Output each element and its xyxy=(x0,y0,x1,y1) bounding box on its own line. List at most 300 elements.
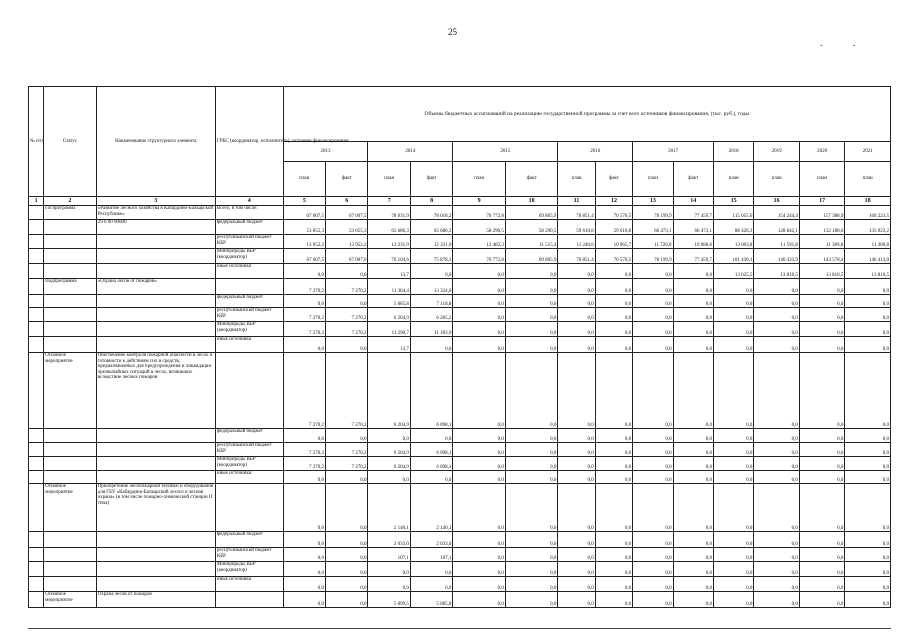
value-cell: 0,0 xyxy=(713,592,753,608)
row-no-cell xyxy=(29,235,44,249)
table-row xyxy=(29,264,891,279)
value-cell: 0,0 xyxy=(505,577,558,592)
value-cell: 0,0 xyxy=(410,577,452,592)
value-cell: 0,0 xyxy=(799,548,844,562)
status-cell: Основное мероприятие xyxy=(44,592,97,608)
element-name-cell: Охрана лесов от пожаров xyxy=(96,592,215,608)
value-cell: 0,0 xyxy=(633,457,673,471)
year-header: 2021 xyxy=(845,142,891,162)
value-cell: 0,0 xyxy=(633,484,673,532)
value-cell: 0,0 xyxy=(845,353,891,429)
value-cell: 0,0 xyxy=(326,471,368,484)
funding-source-cell xyxy=(215,484,283,532)
status-cell xyxy=(44,548,97,562)
value-cell: 13 810,5 xyxy=(799,264,844,279)
element-name-cell xyxy=(96,548,215,562)
value-cell: 0,0 xyxy=(754,337,799,353)
value-cell: 0,0 xyxy=(754,353,799,429)
value-cell: 0,0 xyxy=(754,471,799,484)
row-no-cell xyxy=(29,295,44,308)
row-no-cell xyxy=(29,457,44,471)
year-header: 2019 xyxy=(754,142,799,162)
value-cell: 78 199,9 xyxy=(633,206,673,220)
table-row xyxy=(29,471,891,484)
value-cell: 0,0 xyxy=(633,337,673,353)
funding-source-cell: федеральный бюджет xyxy=(215,429,283,443)
table-row xyxy=(29,308,891,322)
funding-source-cell: Минприроды КБР (координатор) xyxy=(215,249,283,264)
fact-header: факт xyxy=(673,162,713,197)
value-cell: 0,0 xyxy=(754,484,799,532)
year-header: 2020 xyxy=(799,142,844,162)
value-cell: 154 244,4 xyxy=(754,206,799,220)
element-name-cell xyxy=(96,308,215,322)
value-cell: 0,0 xyxy=(799,562,844,577)
value-cell: 0,0 xyxy=(595,429,632,443)
value-cell: 0,0 xyxy=(326,429,368,443)
table-row xyxy=(29,592,891,608)
value-cell: 7 270,2 xyxy=(326,322,368,337)
value-cell: 0,0 xyxy=(633,532,673,548)
value-cell: 0,0 xyxy=(754,457,799,471)
value-cell: 0,0 xyxy=(453,308,506,322)
value-cell: 0,0 xyxy=(410,429,452,443)
value-cell: 10 986,6 xyxy=(673,235,713,249)
value-cell: 0,0 xyxy=(673,308,713,322)
value-cell: 53 055,3 xyxy=(326,220,368,235)
value-cell: 11 183,9 xyxy=(410,322,452,337)
value-cell: 0,0 xyxy=(505,279,558,295)
value-cell: 69 805,9 xyxy=(505,249,558,264)
value-cell: 0,0 xyxy=(505,322,558,337)
value-cell: 13 003,8 xyxy=(713,235,753,249)
value-cell: 0,0 xyxy=(410,337,452,353)
column-number: 2 xyxy=(44,197,97,206)
value-cell: 70 772,8 xyxy=(453,206,506,220)
value-cell: 0,0 xyxy=(326,295,368,308)
value-cell: 65 686,3 xyxy=(410,220,452,235)
value-cell: 11 726,8 xyxy=(633,235,673,249)
value-cell: 0,0 xyxy=(595,562,632,577)
funding-source-cell: иные источники xyxy=(215,577,283,592)
value-cell: 0,0 xyxy=(713,337,753,353)
fact-header: факт xyxy=(410,162,452,197)
element-name-cell xyxy=(96,249,215,264)
row-no-cell xyxy=(29,592,44,608)
value-cell: 78 018,2 xyxy=(410,206,452,220)
value-cell: 6 204,9 xyxy=(368,443,410,457)
table-row xyxy=(29,562,891,577)
value-cell: 0,0 xyxy=(673,443,713,457)
value-cell: 0,0 xyxy=(326,548,368,562)
value-cell: 0,0 xyxy=(673,577,713,592)
plan-header: план xyxy=(633,162,673,197)
page-number: 25 xyxy=(448,27,457,37)
value-cell: 0,0 xyxy=(453,353,506,429)
value-cell: 0,0 xyxy=(453,548,506,562)
value-cell: 0,0 xyxy=(713,562,753,577)
status-cell xyxy=(44,295,97,308)
table-row xyxy=(29,577,891,592)
value-cell: 0,0 xyxy=(283,548,325,562)
value-cell: 0,0 xyxy=(673,471,713,484)
value-cell: 0,0 xyxy=(633,471,673,484)
header-element-name: Наименование структурного элемента xyxy=(96,87,215,197)
column-number: 1 xyxy=(29,197,44,206)
value-cell: 0,0 xyxy=(595,337,632,353)
value-cell: 0,0 xyxy=(326,264,368,279)
column-number: 9 xyxy=(453,197,506,206)
value-cell: 10 965,7 xyxy=(595,235,632,249)
value-cell: 7 270,2 xyxy=(283,322,325,337)
value-cell: 7 118,8 xyxy=(410,295,452,308)
row-no-cell xyxy=(29,443,44,457)
column-number: 5 xyxy=(283,197,325,206)
year-header: 2016 xyxy=(558,142,633,162)
value-cell: 0,0 xyxy=(633,295,673,308)
value-cell: 0,0 xyxy=(673,353,713,429)
value-cell: 5 099,5 xyxy=(368,592,410,608)
value-cell: 0,0 xyxy=(633,577,673,592)
element-name-cell xyxy=(96,295,215,308)
row-no-cell xyxy=(29,471,44,484)
value-cell: 0,0 xyxy=(410,562,452,577)
value-cell: 67 007,6 xyxy=(326,249,368,264)
value-cell: 0,0 xyxy=(453,577,506,592)
value-cell: 0,0 xyxy=(283,471,325,484)
value-cell: 69 805,9 xyxy=(505,206,558,220)
value-cell: 0,0 xyxy=(845,322,891,337)
element-name-cell xyxy=(96,577,215,592)
value-cell: 0,0 xyxy=(633,308,673,322)
value-cell: 0,0 xyxy=(283,592,325,608)
value-cell: 0,0 xyxy=(845,295,891,308)
funding-source-cell: федеральный бюджет xyxy=(215,295,283,308)
bottom-rule xyxy=(28,628,891,629)
plan-header: план xyxy=(283,162,325,197)
table-row xyxy=(29,249,891,264)
value-cell: 140 433,9 xyxy=(754,249,799,264)
value-cell: 12 331,9 xyxy=(368,235,410,249)
status-cell xyxy=(44,337,97,353)
fact-header: факт xyxy=(595,162,632,197)
value-cell: 13,7 xyxy=(368,337,410,353)
funding-source-cell: республиканский бюджет КБР xyxy=(215,548,283,562)
value-cell: 0,0 xyxy=(673,295,713,308)
row-no-cell xyxy=(29,249,44,264)
value-cell: 0,0 xyxy=(558,548,595,562)
year-header: 2013 xyxy=(283,142,368,162)
value-cell: 0,0 xyxy=(410,471,452,484)
value-cell: 13 324,0 xyxy=(410,279,452,295)
table-row xyxy=(29,429,891,443)
value-cell: 0,0 xyxy=(283,295,325,308)
value-cell: 0,0 xyxy=(453,279,506,295)
value-cell: 58 290,5 xyxy=(453,220,506,235)
value-cell: 0,0 xyxy=(453,457,506,471)
row-no-cell xyxy=(29,548,44,562)
value-cell: 0,0 xyxy=(713,429,753,443)
value-cell: 0,0 xyxy=(754,548,799,562)
funding-source-cell xyxy=(215,592,283,608)
value-cell: 5 085,8 xyxy=(368,295,410,308)
funding-source-cell: Минприроды КБР (координатор) xyxy=(215,457,283,471)
value-cell: 0,0 xyxy=(505,264,558,279)
value-cell: 0,0 xyxy=(713,279,753,295)
value-cell: 70 772,8 xyxy=(453,249,506,264)
value-cell: 0,0 xyxy=(713,457,753,471)
table-row xyxy=(29,295,891,308)
funding-source-cell: республиканский бюджет КБР xyxy=(215,235,283,249)
status-cell xyxy=(44,443,97,457)
value-cell: 0,0 xyxy=(845,532,891,548)
value-cell: 0,0 xyxy=(326,577,368,592)
value-cell: 70 576,5 xyxy=(595,249,632,264)
value-cell: 2 033,0 xyxy=(368,532,410,548)
element-name-cell: Обеспечение контроля пожарной опасности в лесах и готовности к действиям сил и средств, предназначенных для предупреждения и ликвидации чрезвычайных ситуаций в лесах, возникших вследствие лесных пожаров xyxy=(96,353,215,429)
value-cell: 59 610,8 xyxy=(595,220,632,235)
column-number: 12 xyxy=(595,197,632,206)
value-cell: 12 331,9 xyxy=(410,235,452,249)
value-cell: 7 270,2 xyxy=(326,279,368,295)
table-row xyxy=(29,353,891,429)
value-cell: 0,0 xyxy=(754,443,799,457)
value-cell: 7 270,2 xyxy=(283,279,325,295)
value-cell: 0,0 xyxy=(283,562,325,577)
value-cell: 65 686,3 xyxy=(368,220,410,235)
value-cell: 0,0 xyxy=(505,548,558,562)
value-cell: 0,0 xyxy=(368,577,410,592)
table-row xyxy=(29,457,891,471)
value-cell: 115 055,6 xyxy=(713,206,753,220)
value-cell: 58 290,5 xyxy=(505,220,558,235)
column-number: 7 xyxy=(368,197,410,206)
value-cell: 0,0 xyxy=(754,295,799,308)
value-cell: 0,0 xyxy=(558,484,595,532)
status-cell: Госпрограмма xyxy=(44,206,97,220)
element-name-cell: Приобретение лесопожарной техники и оборудования для ГБУ «Кабардино-Балкарский лесхоз и лесная охрана» (в том числе пожарно-химической станции II типа) xyxy=(96,484,215,532)
value-cell: 0,0 xyxy=(505,295,558,308)
value-cell: 70 851,4 xyxy=(558,249,595,264)
value-cell: 0,0 xyxy=(453,337,506,353)
value-cell: 0,0 xyxy=(673,592,713,608)
value-cell: 78 031,9 xyxy=(368,206,410,220)
value-cell: 7 270,2 xyxy=(283,353,325,429)
year-header: 2017 xyxy=(633,142,714,162)
value-cell: 6 098,1 xyxy=(410,457,452,471)
value-cell: 0,0 xyxy=(505,443,558,457)
column-number: 4 xyxy=(215,197,283,206)
value-cell: 0,0 xyxy=(713,532,753,548)
value-cell: 0,0 xyxy=(799,429,844,443)
value-cell: 0,0 xyxy=(595,471,632,484)
table-row xyxy=(29,443,891,457)
plan-header: план xyxy=(713,162,753,197)
plan-header: план xyxy=(368,162,410,197)
value-cell: 107,1 xyxy=(368,548,410,562)
value-cell: 128 842,1 xyxy=(754,220,799,235)
value-cell: 11 240,6 xyxy=(558,235,595,249)
status-cell: Основное мероприятие xyxy=(44,484,97,532)
value-cell: 0,0 xyxy=(595,279,632,295)
value-cell: 0,0 xyxy=(713,484,753,532)
value-cell: 0,0 xyxy=(845,279,891,295)
value-cell: 0,0 xyxy=(799,457,844,471)
value-cell: 0,0 xyxy=(283,532,325,548)
table-row xyxy=(29,548,891,562)
status-cell: Подпрограмма xyxy=(44,279,97,295)
value-cell: 0,0 xyxy=(754,592,799,608)
value-cell: 157 388,9 xyxy=(799,206,844,220)
value-cell: 0,0 xyxy=(845,577,891,592)
value-cell: 0,0 xyxy=(505,484,558,532)
value-cell: 0,0 xyxy=(595,264,632,279)
value-cell: 7 270,2 xyxy=(283,443,325,457)
value-cell: 13,7 xyxy=(368,264,410,279)
value-cell: 0,0 xyxy=(453,443,506,457)
value-cell: 0,0 xyxy=(754,577,799,592)
value-cell: 53 055,3 xyxy=(283,220,325,235)
value-cell: 0,0 xyxy=(799,295,844,308)
element-name-cell xyxy=(96,443,215,457)
funding-source-cell: федеральный бюджет xyxy=(215,532,283,548)
row-no-cell xyxy=(29,279,44,295)
row-no-cell xyxy=(29,577,44,592)
value-cell: 0,0 xyxy=(453,484,506,532)
value-cell: 0,0 xyxy=(713,577,753,592)
header-volumes: Объемы бюджетных ассигнований на реализацию государственной программы за счет всех источников финансирования, (тыс. руб.), годы xyxy=(283,87,890,142)
value-cell: 0,0 xyxy=(713,548,753,562)
table-row xyxy=(29,337,891,353)
value-cell: 0,0 xyxy=(713,353,753,429)
element-name-cell xyxy=(96,429,215,443)
value-cell: 0,0 xyxy=(799,308,844,322)
column-number: 14 xyxy=(673,197,713,206)
status-cell xyxy=(44,308,97,322)
value-cell: 0,0 xyxy=(505,592,558,608)
value-cell: 67 007,5 xyxy=(326,206,368,220)
value-cell: 0,0 xyxy=(595,295,632,308)
funding-source-cell: Всего, в том числе: xyxy=(215,206,283,220)
value-cell: 0,0 xyxy=(326,337,368,353)
table-body xyxy=(29,206,891,608)
value-cell: 0,0 xyxy=(505,562,558,577)
value-cell: 0,0 xyxy=(673,548,713,562)
value-cell: 0,0 xyxy=(326,562,368,577)
column-number: 11 xyxy=(558,197,595,206)
value-cell: 0,0 xyxy=(595,484,632,532)
value-cell: 0,0 xyxy=(754,322,799,337)
value-cell: 13 810,5 xyxy=(845,264,891,279)
value-cell: 135 023,2 xyxy=(845,220,891,235)
value-cell: 88 426,3 xyxy=(713,220,753,235)
value-cell: 6 098,1 xyxy=(410,443,452,457)
header-status: Статус xyxy=(44,87,97,197)
value-cell: 0,0 xyxy=(673,264,713,279)
value-cell: 0,0 xyxy=(558,295,595,308)
element-name-cell xyxy=(96,457,215,471)
value-cell: 0,0 xyxy=(713,295,753,308)
value-cell: 0,0 xyxy=(673,532,713,548)
value-cell: 6 098,1 xyxy=(410,353,452,429)
value-cell: 6 204,9 xyxy=(368,308,410,322)
value-cell: 2 033,0 xyxy=(410,532,452,548)
value-cell: 0,0 xyxy=(558,532,595,548)
value-cell: 0,0 xyxy=(673,457,713,471)
value-cell: 0,0 xyxy=(633,443,673,457)
value-cell: 0,0 xyxy=(799,484,844,532)
value-cell: 66 473,1 xyxy=(633,220,673,235)
column-number: 8 xyxy=(410,197,452,206)
value-cell: 0,0 xyxy=(558,457,595,471)
value-cell: 0,0 xyxy=(558,577,595,592)
value-cell: 2 140,1 xyxy=(410,484,452,532)
value-cell: 0,0 xyxy=(283,577,325,592)
funding-source-cell: республиканский бюджет КБР xyxy=(215,308,283,322)
value-cell: 101 430,1 xyxy=(713,249,753,264)
value-cell: 0,0 xyxy=(505,337,558,353)
value-cell: 0,0 xyxy=(673,337,713,353)
table-row xyxy=(29,235,891,249)
value-cell: 11 290,7 xyxy=(368,322,410,337)
value-cell: 0,0 xyxy=(558,471,595,484)
value-cell: 0,0 xyxy=(754,279,799,295)
value-cell: 11 515,4 xyxy=(505,235,558,249)
column-number: 10 xyxy=(505,197,558,206)
plan-header: план xyxy=(453,162,506,197)
column-number: 6 xyxy=(326,197,368,206)
value-cell: 0,0 xyxy=(633,279,673,295)
row-no-cell xyxy=(29,264,44,279)
status-cell xyxy=(44,429,97,443)
value-cell: 0,0 xyxy=(673,322,713,337)
value-cell: 0,0 xyxy=(633,429,673,443)
value-cell: 0,0 xyxy=(368,471,410,484)
value-cell: 0,0 xyxy=(595,457,632,471)
year-header: 2015 xyxy=(453,142,558,162)
value-cell: 0,0 xyxy=(595,592,632,608)
value-cell: 12 482,3 xyxy=(453,235,506,249)
value-cell: 13 810,5 xyxy=(754,264,799,279)
value-cell: 11 389,8 xyxy=(799,235,844,249)
value-cell: 0,0 xyxy=(845,443,891,457)
value-cell: 5 085,8 xyxy=(410,592,452,608)
status-cell xyxy=(44,577,97,592)
value-cell: 0,0 xyxy=(754,429,799,443)
value-cell: 0,0 xyxy=(453,429,506,443)
funding-source-cell xyxy=(215,279,283,295)
fact-header: факт xyxy=(326,162,368,197)
value-cell: 0,0 xyxy=(505,308,558,322)
value-cell: 0,0 xyxy=(558,443,595,457)
status-cell xyxy=(44,235,97,249)
value-cell: 0,0 xyxy=(453,295,506,308)
status-cell xyxy=(44,264,97,279)
value-cell: 78 199,9 xyxy=(633,249,673,264)
year-header: 2014 xyxy=(368,142,453,162)
value-cell: 13 625,5 xyxy=(713,264,753,279)
row-no-cell xyxy=(29,532,44,548)
value-cell: 0,0 xyxy=(845,471,891,484)
value-cell: 0,0 xyxy=(326,484,368,532)
value-cell: 0,0 xyxy=(558,264,595,279)
value-cell: 6 205,2 xyxy=(410,308,452,322)
value-cell: 77 459,7 xyxy=(673,206,713,220)
plan-header: план xyxy=(754,162,799,197)
value-cell: 0,0 xyxy=(283,484,325,532)
value-cell: 0,0 xyxy=(845,457,891,471)
element-name-cell xyxy=(96,471,215,484)
